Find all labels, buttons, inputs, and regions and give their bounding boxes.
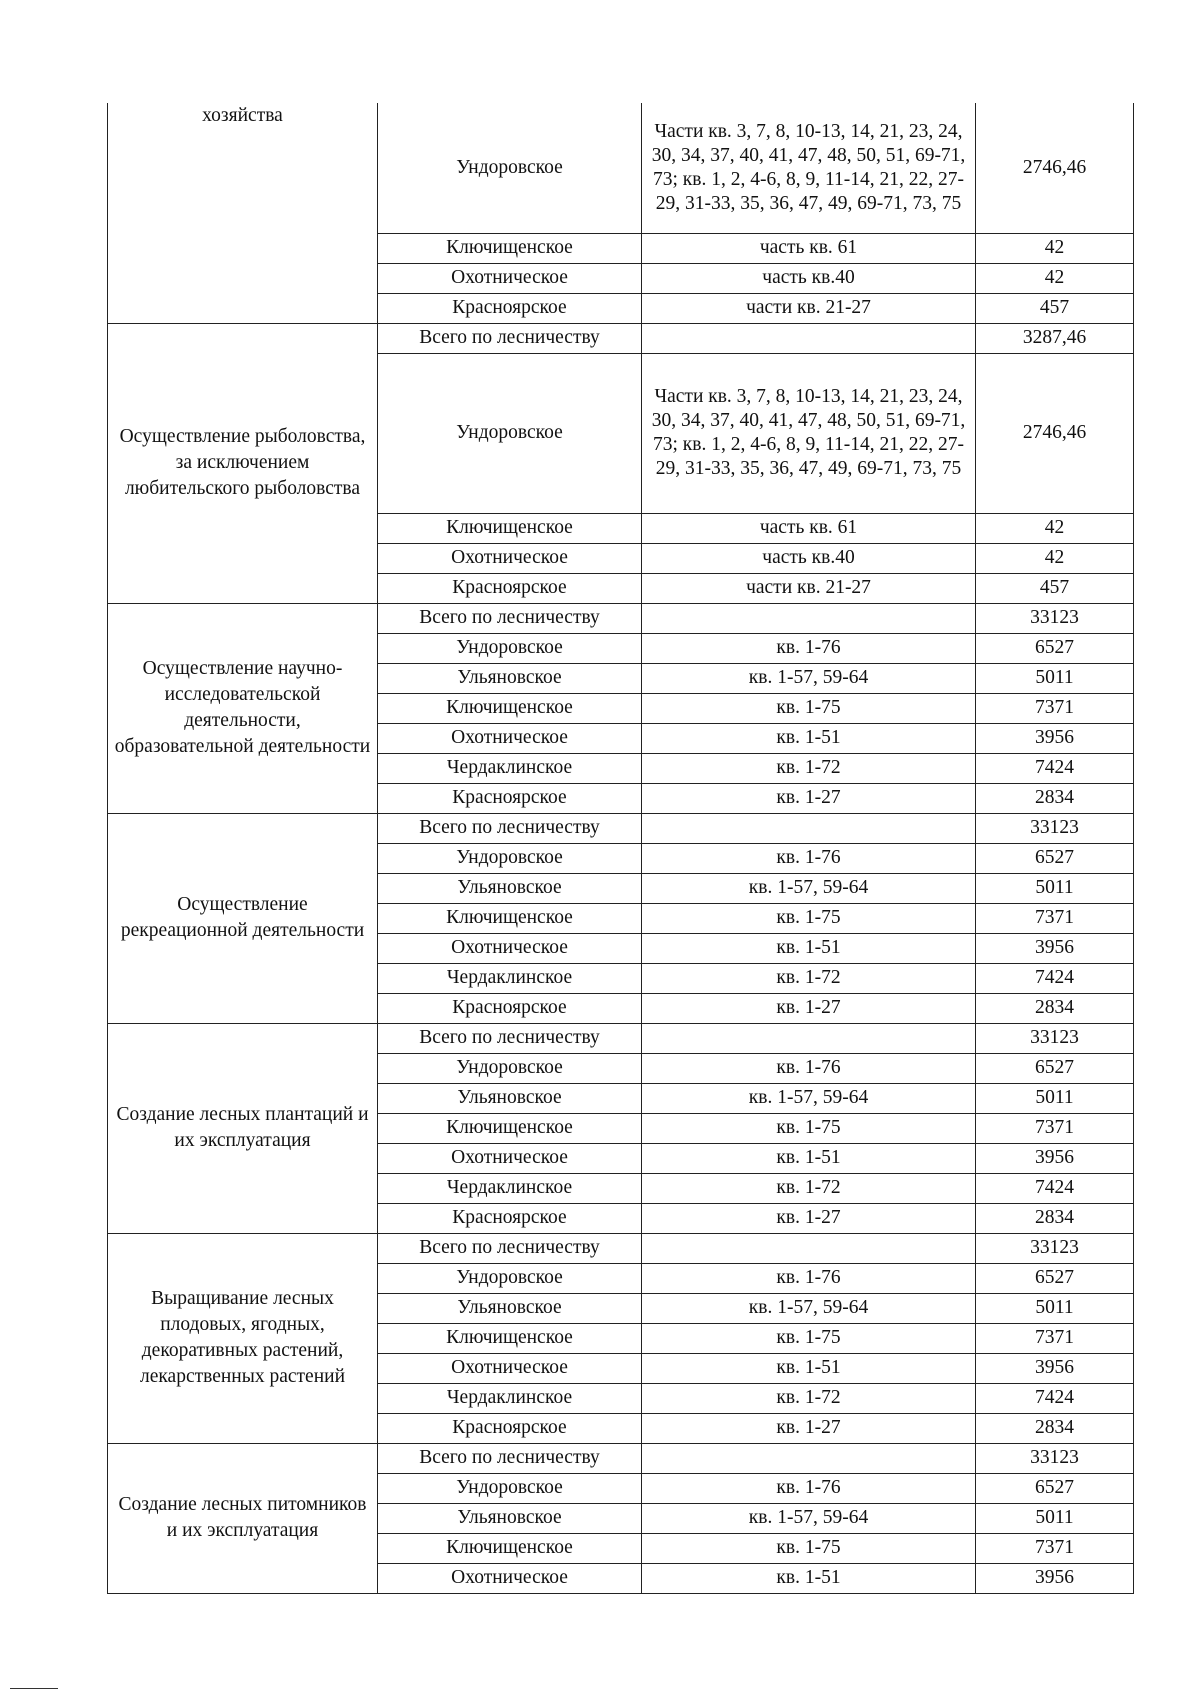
forestry-cell: Красноярское — [378, 993, 642, 1023]
quarters-cell: кв. 1-75 — [642, 693, 976, 723]
quarters-cell: кв. 1-75 — [642, 903, 976, 933]
quarters-cell — [642, 813, 976, 843]
area-cell: 2746,46 — [976, 353, 1134, 513]
quarters-cell: часть кв. 61 — [642, 233, 976, 263]
area-cell: 7424 — [976, 753, 1134, 783]
forestry-cell: Красноярское — [378, 1203, 642, 1233]
area-cell: 2834 — [976, 1203, 1134, 1233]
quarters-cell: кв. 1-57, 59-64 — [642, 663, 976, 693]
area-cell: 5011 — [976, 873, 1134, 903]
forestry-cell: Красноярское — [378, 1413, 642, 1443]
area-cell: 3287,46 — [976, 323, 1134, 353]
area-cell: 3956 — [976, 1143, 1134, 1173]
quarters-cell: часть кв.40 — [642, 543, 976, 573]
forestry-cell: Ундоровское — [378, 633, 642, 663]
forestry-cell: Всего по лесничеству — [378, 323, 642, 353]
quarters-cell: кв. 1-76 — [642, 843, 976, 873]
area-cell: 42 — [976, 513, 1134, 543]
area-cell: 7371 — [976, 693, 1134, 723]
quarters-cell: кв. 1-51 — [642, 1563, 976, 1593]
quarters-cell — [642, 1023, 976, 1053]
area-cell: 3956 — [976, 723, 1134, 753]
forestry-cell: Ундоровское — [378, 103, 642, 233]
area-cell: 33123 — [976, 1023, 1134, 1053]
forestry-cell: Охотническое — [378, 1143, 642, 1173]
quarters-cell: кв. 1-57, 59-64 — [642, 1083, 976, 1113]
area-cell: 33123 — [976, 1233, 1134, 1263]
forestry-cell: Красноярское — [378, 293, 642, 323]
quarters-cell: кв. 1-27 — [642, 993, 976, 1023]
area-cell: 5011 — [976, 1083, 1134, 1113]
quarters-cell: части кв. 21-27 — [642, 573, 976, 603]
area-cell: 7371 — [976, 1533, 1134, 1563]
quarters-cell: кв. 1-75 — [642, 1323, 976, 1353]
quarters-cell: кв. 1-27 — [642, 783, 976, 813]
area-cell: 42 — [976, 543, 1134, 573]
area-cell: 6527 — [976, 843, 1134, 873]
area-cell: 7424 — [976, 1383, 1134, 1413]
quarters-cell — [642, 1443, 976, 1473]
forestry-cell: Ключищенское — [378, 1113, 642, 1143]
area-cell: 2834 — [976, 1413, 1134, 1443]
forestry-cell: Охотническое — [378, 543, 642, 573]
quarters-cell: кв. 1-57, 59-64 — [642, 1293, 976, 1323]
activity-cell: Осуществление научно-исследовательской деятельности, образовательной деятельности — [108, 603, 378, 813]
quarters-cell: кв. 1-72 — [642, 753, 976, 783]
quarters-cell: кв. 1-51 — [642, 1143, 976, 1173]
area-cell: 7424 — [976, 1173, 1134, 1203]
quarters-cell: Части кв. 3, 7, 8, 10-13, 14, 21, 23, 24, 30, 34, 37, 40, 41, 47, 48, 50, 51, 69-71, 73; кв. 1, 2, 4-6, 8, 9, 11-14, 21, 22, 27-29, 31-33, 35, 36, 47, 49, 69-71, 73, 75 — [642, 353, 976, 513]
forestry-cell: Ундоровское — [378, 843, 642, 873]
table-row — [108, 603, 1134, 633]
quarters-cell — [642, 603, 976, 633]
forestry-cell: Всего по лесничеству — [378, 1443, 642, 1473]
area-cell: 33123 — [976, 1443, 1134, 1473]
quarters-cell: кв. 1-51 — [642, 723, 976, 753]
area-cell: 457 — [976, 573, 1134, 603]
forestry-cell: Чердаклинское — [378, 1383, 642, 1413]
quarters-cell: кв. 1-72 — [642, 1173, 976, 1203]
forestry-cell: Чердаклинское — [378, 753, 642, 783]
area-cell: 2834 — [976, 783, 1134, 813]
forestry-cell: Охотническое — [378, 933, 642, 963]
forestry-cell: Красноярское — [378, 573, 642, 603]
quarters-cell: части кв. 21-27 — [642, 293, 976, 323]
quarters-cell: кв. 1-51 — [642, 1353, 976, 1383]
quarters-cell: Части кв. 3, 7, 8, 10-13, 14, 21, 23, 24, 30, 34, 37, 40, 41, 47, 48, 50, 51, 69-71, 73; кв. 1, 2, 4-6, 8, 9, 11-14, 21, 22, 27-29, 31-33, 35, 36, 47, 49, 69-71, 73, 75 — [642, 103, 976, 233]
table-row — [108, 1443, 1134, 1473]
quarters-cell: кв. 1-76 — [642, 1053, 976, 1083]
quarters-cell: кв. 1-76 — [642, 633, 976, 663]
quarters-cell — [642, 1233, 976, 1263]
activity-cell: Создание лесных питомников и их эксплуатация — [108, 1443, 378, 1593]
forestry-cell: Всего по лесничеству — [378, 603, 642, 633]
forestry-cell: Чердаклинское — [378, 963, 642, 993]
area-cell: 7424 — [976, 963, 1134, 993]
quarters-cell: кв. 1-75 — [642, 1533, 976, 1563]
forestry-cell: Ульяновское — [378, 873, 642, 903]
quarters-cell: кв. 1-27 — [642, 1203, 976, 1233]
area-cell: 7371 — [976, 1113, 1134, 1143]
table-row — [108, 323, 1134, 353]
forestry-cell: Охотническое — [378, 1353, 642, 1383]
forestry-cell: Ключищенское — [378, 1323, 642, 1353]
forestry-cell: Чердаклинское — [378, 1173, 642, 1203]
quarters-cell: кв. 1-75 — [642, 1113, 976, 1143]
quarters-cell: кв. 1-51 — [642, 933, 976, 963]
forestry-cell: Ундоровское — [378, 353, 642, 513]
quarters-cell: кв. 1-72 — [642, 1383, 976, 1413]
area-cell: 7371 — [976, 903, 1134, 933]
area-cell: 42 — [976, 233, 1134, 263]
activity-cell: хозяйства — [108, 103, 378, 323]
forestry-cell: Всего по лесничеству — [378, 1233, 642, 1263]
area-cell: 3956 — [976, 1563, 1134, 1593]
quarters-cell: часть кв.40 — [642, 263, 976, 293]
footnote-divider — [10, 1688, 58, 1689]
quarters-cell: кв. 1-76 — [642, 1263, 976, 1293]
quarters-cell: часть кв. 61 — [642, 513, 976, 543]
forestry-cell: Ключищенское — [378, 233, 642, 263]
forestry-cell: Ключищенское — [378, 513, 642, 543]
area-cell: 5011 — [976, 1503, 1134, 1533]
forestry-cell: Охотническое — [378, 263, 642, 293]
forestry-cell: Ульяновское — [378, 1293, 642, 1323]
table-row — [108, 1023, 1134, 1053]
area-cell: 5011 — [976, 663, 1134, 693]
area-cell: 7371 — [976, 1323, 1134, 1353]
area-cell: 5011 — [976, 1293, 1134, 1323]
area-cell: 6527 — [976, 633, 1134, 663]
quarters-cell: кв. 1-57, 59-64 — [642, 873, 976, 903]
activity-cell: Создание лесных плантаций и их эксплуатация — [108, 1023, 378, 1233]
forest-use-table — [107, 103, 1134, 1594]
activity-cell: Осуществление рекреационной деятельности — [108, 813, 378, 1023]
forestry-cell: Красноярское — [378, 783, 642, 813]
quarters-cell — [642, 323, 976, 353]
quarters-cell: кв. 1-57, 59-64 — [642, 1503, 976, 1533]
forestry-cell: Всего по лесничеству — [378, 1023, 642, 1053]
table-row — [108, 1233, 1134, 1263]
activity-cell: Осуществление рыболовства, за исключением любительского рыболовства — [108, 323, 378, 603]
table-row — [108, 813, 1134, 843]
area-cell: 6527 — [976, 1263, 1134, 1293]
area-cell: 2834 — [976, 993, 1134, 1023]
area-cell: 33123 — [976, 813, 1134, 843]
quarters-cell: кв. 1-27 — [642, 1413, 976, 1443]
area-cell: 6527 — [976, 1053, 1134, 1083]
forestry-cell: Ундоровское — [378, 1473, 642, 1503]
area-cell: 6527 — [976, 1473, 1134, 1503]
forestry-cell: Ундоровское — [378, 1263, 642, 1293]
forestry-cell: Ульяновское — [378, 663, 642, 693]
forestry-cell: Ундоровское — [378, 1053, 642, 1083]
area-cell: 33123 — [976, 603, 1134, 633]
quarters-cell: кв. 1-72 — [642, 963, 976, 993]
quarters-cell: кв. 1-76 — [642, 1473, 976, 1503]
forestry-cell: Всего по лесничеству — [378, 813, 642, 843]
table-row — [108, 103, 1134, 233]
forestry-cell: Охотническое — [378, 723, 642, 753]
area-cell: 3956 — [976, 933, 1134, 963]
forestry-cell: Ключищенское — [378, 903, 642, 933]
table-body — [108, 103, 1134, 1593]
area-cell: 42 — [976, 263, 1134, 293]
forestry-cell: Ульяновское — [378, 1503, 642, 1533]
forestry-cell: Ключищенское — [378, 1533, 642, 1563]
activity-cell: Выращивание лесных плодовых, ягодных, декоративных растений, лекарственных растений — [108, 1233, 378, 1443]
area-cell: 2746,46 — [976, 103, 1134, 233]
forestry-cell: Охотническое — [378, 1563, 642, 1593]
forestry-cell: Ульяновское — [378, 1083, 642, 1113]
area-cell: 457 — [976, 293, 1134, 323]
forestry-cell: Ключищенское — [378, 693, 642, 723]
area-cell: 3956 — [976, 1353, 1134, 1383]
